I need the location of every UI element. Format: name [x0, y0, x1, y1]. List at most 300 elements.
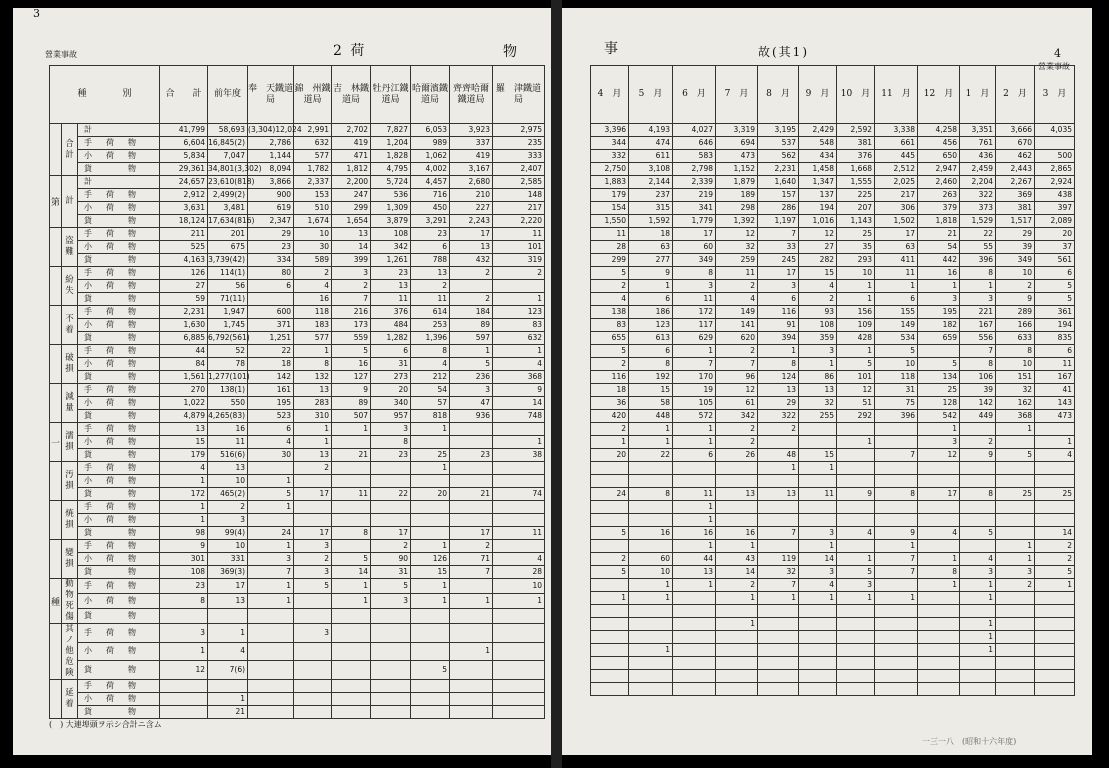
month-cell	[960, 683, 996, 696]
month-cell: 48	[758, 449, 799, 462]
month-cell: 583	[673, 150, 716, 163]
bureau-cell: 1	[294, 436, 332, 449]
bureau-cell: 71	[450, 553, 493, 566]
bureau-cell: 217	[493, 202, 545, 215]
month-cell: 93	[799, 306, 837, 319]
prev-year-cell: 331	[208, 553, 248, 566]
bureau-cell: 153	[294, 189, 332, 202]
bureau-cell: 1	[493, 293, 545, 306]
month-cell: 3	[799, 527, 837, 540]
month-cell: 4	[716, 293, 758, 306]
table-row	[591, 345, 1075, 358]
month-cell: 6	[875, 293, 918, 306]
bureau-cell: 319	[493, 254, 545, 267]
month-cell	[960, 462, 996, 475]
month-cell: 2	[591, 280, 629, 293]
month-cell: 151	[996, 371, 1035, 384]
month-cell	[591, 579, 629, 592]
month-cell	[673, 657, 716, 670]
prev-year-cell: 4	[208, 642, 248, 661]
table-row	[50, 163, 545, 176]
bureau-cell	[411, 514, 450, 527]
bureau-cell: 13	[294, 384, 332, 397]
right-page-number: 4	[1054, 47, 1061, 60]
bureau-cell: 310	[294, 410, 332, 423]
row-label: 貨 物	[78, 215, 160, 228]
month-cell: 8	[875, 488, 918, 501]
prev-year-cell: 138(1)	[208, 384, 248, 397]
table-row	[591, 371, 1075, 384]
bureau-cell	[371, 661, 411, 680]
month-cell: 10	[837, 267, 875, 280]
month-cell: 25	[996, 488, 1035, 501]
month-cell: 369	[996, 189, 1035, 202]
bureau-cell: 1	[411, 462, 450, 475]
bureau-cell: 1,144	[248, 150, 294, 163]
total-cell: 2,231	[160, 306, 208, 319]
bureau-cell	[371, 609, 411, 624]
month-cell	[673, 592, 716, 605]
bureau-cell: 8	[332, 527, 371, 540]
bureau-cell: 247	[332, 189, 371, 202]
month-cell: 1	[960, 631, 996, 644]
month-cell: 6	[673, 449, 716, 462]
bureau-cell: 4,795	[371, 163, 411, 176]
bureau-cell: 5	[371, 579, 411, 594]
month-cell: 22	[629, 449, 673, 462]
total-cell: 4,879	[160, 410, 208, 423]
row-label: 貨 物	[78, 254, 160, 267]
month-cell: 11	[799, 488, 837, 501]
table-row	[50, 319, 545, 332]
month-cell: 8	[960, 488, 996, 501]
row-label: 貨 物	[78, 527, 160, 540]
bureau-cell: 1	[493, 594, 545, 609]
month-cell	[716, 657, 758, 670]
month-cell	[918, 475, 960, 488]
month-cell: 5	[875, 345, 918, 358]
prev-year-cell: 10	[208, 475, 248, 488]
month-cell: 2	[799, 293, 837, 306]
table-row	[50, 706, 545, 719]
bureau-cell: 31	[371, 358, 411, 371]
bureau-cell: 13	[294, 449, 332, 462]
bureau-cell: 8,094	[248, 163, 294, 176]
month-cell	[918, 670, 960, 683]
month-cell	[629, 475, 673, 488]
table-row	[50, 397, 545, 410]
month-cell: 572	[673, 410, 716, 423]
table-row	[591, 527, 1075, 540]
bureau-cell: 1	[294, 345, 332, 358]
month-cell: 1,392	[716, 215, 758, 228]
month-cell: 1	[837, 280, 875, 293]
total-cell: 12	[160, 661, 208, 680]
bureau-cell	[411, 680, 450, 693]
month-cell: 9	[996, 293, 1035, 306]
bureau-cell: 17	[294, 488, 332, 501]
month-cell: 1,668	[837, 163, 875, 176]
category-label: 汚 損	[62, 462, 78, 501]
bureau-cell: 1	[450, 642, 493, 661]
month-cell: 166	[996, 319, 1035, 332]
month-cell: 4,027	[673, 124, 716, 137]
header-month: 5 月	[629, 66, 673, 124]
total-cell: 3,631	[160, 202, 208, 215]
bureau-cell: 108	[371, 228, 411, 241]
bureau-cell: 4	[493, 553, 545, 566]
month-cell	[799, 514, 837, 527]
month-cell: 2	[716, 579, 758, 592]
bureau-cell: 6	[248, 423, 294, 436]
table-row	[591, 137, 1075, 150]
right-running-head: 營業事故	[1038, 62, 1070, 71]
bureau-cell: 3	[294, 540, 332, 553]
bureau-cell	[493, 693, 545, 706]
month-cell	[591, 683, 629, 696]
month-cell: 2	[758, 423, 799, 436]
month-cell: 194	[1035, 319, 1075, 332]
month-cell: 500	[1035, 150, 1075, 163]
month-cell: 7	[875, 449, 918, 462]
table-row	[50, 594, 545, 609]
row-label: 手 荷 物	[78, 540, 160, 553]
month-cell: 172	[673, 306, 716, 319]
bureau-cell	[493, 501, 545, 514]
table-row	[591, 592, 1075, 605]
table-row	[50, 124, 545, 137]
month-cell: 117	[673, 319, 716, 332]
month-cell: 7	[758, 527, 799, 540]
month-cell: 1	[673, 423, 716, 436]
bureau-cell	[248, 514, 294, 527]
month-cell: 37	[1035, 241, 1075, 254]
row-label: 小 荷 物	[78, 642, 160, 661]
month-cell	[960, 501, 996, 514]
month-cell: 13	[758, 488, 799, 501]
month-cell	[799, 423, 837, 436]
month-cell: 33	[758, 241, 799, 254]
bureau-cell	[411, 475, 450, 488]
month-cell	[799, 475, 837, 488]
month-cell: 186	[629, 306, 673, 319]
header-total: 合 計	[160, 66, 208, 124]
bureau-cell: 1	[248, 475, 294, 488]
bureau-cell: 614	[411, 306, 450, 319]
month-cell: 428	[837, 332, 875, 345]
bureau-cell: 2,786	[248, 137, 294, 150]
table-row	[591, 150, 1075, 163]
row-label: 手 荷 物	[78, 423, 160, 436]
month-cell: 2	[716, 345, 758, 358]
bureau-cell	[493, 661, 545, 680]
bureau-cell: 748	[493, 410, 545, 423]
month-cell: 629	[673, 332, 716, 345]
total-cell: 9	[160, 540, 208, 553]
month-cell: 1	[799, 358, 837, 371]
row-label: 貨 物	[78, 566, 160, 579]
month-cell	[996, 514, 1035, 527]
month-cell: 7	[716, 358, 758, 371]
bureau-cell: 5	[332, 553, 371, 566]
bureau-cell: 5	[332, 345, 371, 358]
table-row	[50, 202, 545, 215]
total-cell: 6,885	[160, 332, 208, 345]
month-cell: 1	[1035, 579, 1075, 592]
month-cell: 11	[673, 488, 716, 501]
month-cell	[837, 514, 875, 527]
bureau-cell	[450, 501, 493, 514]
bureau-cell: 118	[294, 306, 332, 319]
month-cell: 39	[960, 384, 996, 397]
month-cell: 4	[837, 527, 875, 540]
table-row	[591, 631, 1075, 644]
bureau-cell: 10	[493, 579, 545, 594]
total-cell: 27	[160, 280, 208, 293]
month-cell	[1035, 475, 1075, 488]
month-cell: 25	[837, 228, 875, 241]
month-cell	[1035, 137, 1075, 150]
month-cell: 3	[918, 293, 960, 306]
month-cell	[875, 670, 918, 683]
bureau-cell	[248, 642, 294, 661]
bureau-cell: 523	[248, 410, 294, 423]
total-cell: 44	[160, 345, 208, 358]
month-cell: 237	[629, 189, 673, 202]
bureau-cell: 7	[332, 293, 371, 306]
category-label: 動物 死傷	[62, 579, 78, 624]
month-cell	[918, 501, 960, 514]
bureau-cell: 2	[371, 540, 411, 553]
bureau-cell	[332, 475, 371, 488]
month-cell: 6	[1035, 267, 1075, 280]
month-cell: 5	[591, 527, 629, 540]
month-cell: 219	[673, 189, 716, 202]
table-row	[50, 332, 545, 345]
month-cell: 17	[673, 228, 716, 241]
bureau-cell: 235	[493, 137, 545, 150]
group-label: 一	[50, 423, 62, 462]
bureau-cell: 577	[294, 150, 332, 163]
bureau-cell: 1	[248, 501, 294, 514]
row-label: 小 荷 物	[78, 319, 160, 332]
month-cell	[591, 644, 629, 657]
table-row	[591, 501, 1075, 514]
month-cell: 2,512	[875, 163, 918, 176]
bureau-cell	[332, 501, 371, 514]
header-bureau: 哈爾濱鐵道局	[411, 66, 450, 124]
month-cell	[996, 605, 1035, 618]
month-cell: 542	[918, 410, 960, 423]
month-cell: 1	[629, 644, 673, 657]
table-row	[50, 306, 545, 319]
bureau-cell: 3	[450, 384, 493, 397]
group-label: 第	[50, 176, 62, 228]
total-cell: 1,022	[160, 397, 208, 410]
table-row	[50, 579, 545, 594]
month-cell: 6	[1035, 345, 1075, 358]
bureau-cell: 11	[493, 527, 545, 540]
bureau-cell: 20	[411, 488, 450, 501]
total-cell	[160, 680, 208, 693]
month-cell: 332	[591, 150, 629, 163]
prev-year-cell: 1	[208, 624, 248, 643]
total-cell	[160, 693, 208, 706]
table-row	[591, 670, 1075, 683]
bureau-cell: 5	[248, 488, 294, 501]
month-cell	[673, 670, 716, 683]
month-cell: 170	[673, 371, 716, 384]
bureau-cell: 3	[371, 594, 411, 609]
month-cell: 1	[837, 436, 875, 449]
month-cell: 3	[960, 293, 996, 306]
month-cell: 322	[960, 189, 996, 202]
row-label: 小 荷 物	[78, 397, 160, 410]
header-bureau: 齊齊哈爾鐵道局	[450, 66, 493, 124]
row-label: 手 荷 物	[78, 306, 160, 319]
table-row	[50, 215, 545, 228]
bureau-cell: 632	[294, 137, 332, 150]
month-cell	[837, 631, 875, 644]
month-cell: 207	[837, 202, 875, 215]
bureau-cell	[493, 514, 545, 527]
bureau-cell: 1,674	[294, 215, 332, 228]
month-cell: 263	[918, 189, 960, 202]
month-cell: 4,258	[918, 124, 960, 137]
bureau-cell: 2	[450, 267, 493, 280]
month-cell: 10	[875, 358, 918, 371]
bureau-cell: 2,407	[493, 163, 545, 176]
month-cell: 18	[629, 228, 673, 241]
bureau-cell	[371, 501, 411, 514]
month-cell: 456	[918, 137, 960, 150]
bureau-cell: 15	[411, 566, 450, 579]
month-cell: 611	[629, 150, 673, 163]
month-cell: 25	[918, 384, 960, 397]
bureau-cell: 597	[450, 332, 493, 345]
table-row	[591, 683, 1075, 696]
month-cell	[716, 475, 758, 488]
month-cell: 217	[875, 189, 918, 202]
prev-year-cell: 21	[208, 706, 248, 719]
bureau-cell: 1	[450, 345, 493, 358]
month-cell	[996, 501, 1035, 514]
month-cell: 1	[960, 592, 996, 605]
bureau-cell: 900	[248, 189, 294, 202]
month-cell: 221	[960, 306, 996, 319]
right-title: 事	[604, 41, 620, 57]
bureau-cell: 74	[493, 488, 545, 501]
month-cell: 1	[960, 579, 996, 592]
group-label	[50, 462, 62, 501]
month-cell	[799, 436, 837, 449]
month-cell: 373	[960, 202, 996, 215]
bureau-cell: 273	[371, 371, 411, 384]
bureau-cell: 6,053	[411, 124, 450, 137]
header-month: 1 月	[960, 66, 996, 124]
total-cell: 41,799	[160, 124, 208, 137]
month-cell: 2	[716, 436, 758, 449]
month-cell	[875, 514, 918, 527]
month-cell	[875, 683, 918, 696]
table-row	[50, 423, 545, 436]
month-cell	[918, 605, 960, 618]
bureau-cell: 30	[294, 241, 332, 254]
row-label: 小 荷 物	[78, 150, 160, 163]
bureau-cell: 484	[371, 319, 411, 332]
month-cell	[629, 540, 673, 553]
bureau-cell: 127	[332, 371, 371, 384]
bureau-cell: 126	[411, 553, 450, 566]
month-cell	[1035, 605, 1075, 618]
month-cell: 11	[673, 293, 716, 306]
prev-year-cell: 675	[208, 241, 248, 254]
bureau-cell: 450	[411, 202, 450, 215]
bureau-cell: 4	[248, 436, 294, 449]
month-cell: 473	[1035, 410, 1075, 423]
month-cell: 105	[673, 397, 716, 410]
bureau-cell: 29	[248, 228, 294, 241]
month-cell: 1,517	[996, 215, 1035, 228]
prev-year-cell: 56	[208, 280, 248, 293]
month-cell: 2,460	[918, 176, 960, 189]
month-cell: 8	[960, 358, 996, 371]
book-gutter	[551, 0, 562, 768]
month-cell: 3,319	[716, 124, 758, 137]
month-cell	[758, 475, 799, 488]
month-cell: 15	[629, 384, 673, 397]
month-cell	[591, 501, 629, 514]
bureau-cell	[332, 540, 371, 553]
month-cell: 118	[875, 371, 918, 384]
bureau-cell: 1	[411, 579, 450, 594]
right-page	[562, 8, 1092, 755]
table-row	[591, 189, 1075, 202]
table-row	[591, 462, 1075, 475]
total-cell: 4,163	[160, 254, 208, 267]
bureau-cell	[248, 693, 294, 706]
left-running-head: 營業事故	[45, 50, 77, 59]
month-cell: 7	[960, 345, 996, 358]
month-cell: 282	[799, 254, 837, 267]
month-cell: 6	[758, 293, 799, 306]
table-row	[591, 475, 1075, 488]
month-cell: 3,195	[758, 124, 799, 137]
month-cell: 123	[629, 319, 673, 332]
table-row	[591, 176, 1075, 189]
table-row	[50, 553, 545, 566]
table-row	[50, 176, 545, 189]
month-cell: 620	[716, 332, 758, 345]
month-cell: 293	[837, 254, 875, 267]
table-row	[50, 514, 545, 527]
table-row	[50, 384, 545, 397]
month-cell: 449	[960, 410, 996, 423]
row-label: 貨 物	[78, 410, 160, 423]
bureau-cell: 24	[248, 527, 294, 540]
month-cell	[918, 631, 960, 644]
bureau-cell: 2	[332, 280, 371, 293]
bureau-cell	[493, 540, 545, 553]
bureau-cell: 10	[294, 228, 332, 241]
table-row	[50, 449, 545, 462]
table-row	[591, 306, 1075, 319]
bureau-cell: 5	[450, 358, 493, 371]
month-cell	[1035, 462, 1075, 475]
bureau-cell: 2	[411, 280, 450, 293]
table-row	[591, 280, 1075, 293]
month-cell: 1	[673, 540, 716, 553]
